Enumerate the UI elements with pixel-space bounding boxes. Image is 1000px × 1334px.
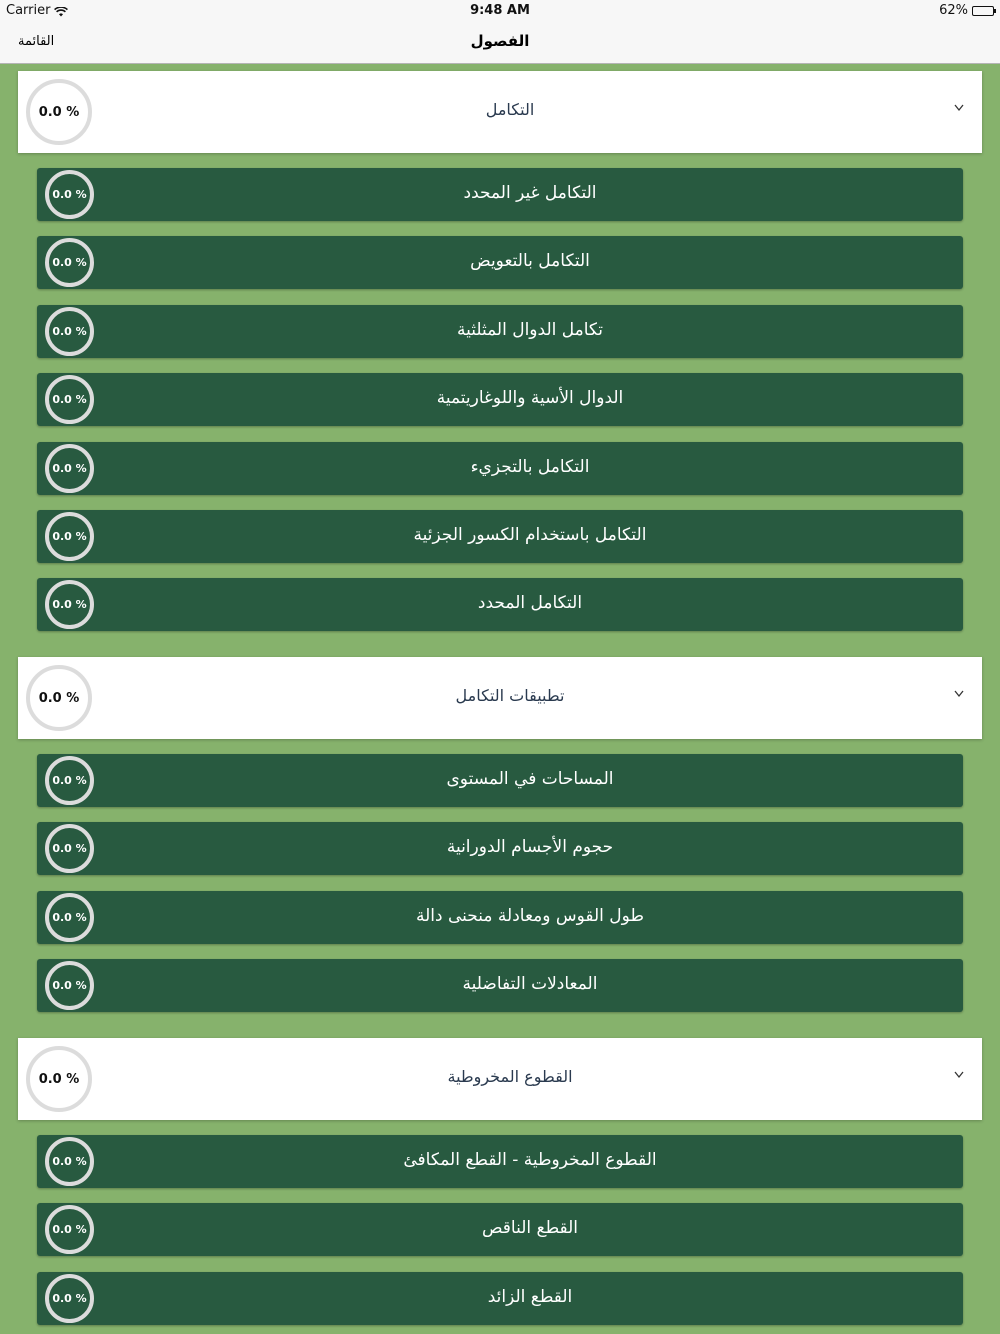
lesson-item[interactable] (37, 1272, 963, 1325)
battery-icon (972, 6, 994, 16)
lesson-title: حجوم الأجسام الدورانية (446, 837, 614, 858)
lesson-item[interactable] (37, 959, 963, 1012)
lesson-title: التكامل بالتجزيء (470, 456, 590, 477)
status-time: 9:48 AM (470, 3, 530, 18)
lesson-item[interactable] (37, 1135, 963, 1188)
lesson-item[interactable] (37, 305, 963, 358)
lesson-item[interactable] (37, 578, 963, 631)
lesson-progress-ring: 0.0 % (45, 961, 94, 1010)
lesson-progress-ring: 0.0 % (45, 444, 94, 493)
section-header[interactable] (18, 1038, 982, 1120)
lesson-title: المساحات في المستوى (446, 769, 614, 789)
lesson-progress-ring: 0.0 % (45, 893, 94, 942)
lesson-progress-ring: 0.0 % (45, 375, 94, 424)
page-title: الفصول (470, 32, 530, 50)
lesson-item[interactable] (37, 236, 963, 289)
section-title: تطبيقات التكامل (455, 686, 565, 705)
section-progress-ring: 0.0 % (26, 665, 92, 731)
lesson-item[interactable] (37, 754, 963, 807)
lesson-progress-ring: 0.0 % (45, 1205, 94, 1254)
lesson-item[interactable] (37, 510, 963, 563)
lesson-progress-ring: 0.0 % (45, 238, 94, 287)
lesson-title: القطع الناقص (481, 1218, 579, 1239)
navigation-bar (0, 22, 1000, 64)
battery-percent: 62% (939, 3, 968, 18)
lesson-title: القطوع المخروطية - القطع المكافئ (403, 1150, 657, 1170)
lesson-item[interactable] (37, 1203, 963, 1256)
lesson-progress-ring: 0.0 % (45, 170, 94, 219)
chevron-down-icon[interactable] (952, 99, 966, 113)
lesson-progress-ring: 0.0 % (45, 756, 94, 805)
lesson-item[interactable] (37, 822, 963, 875)
carrier-label: Carrier (6, 3, 51, 18)
lesson-title: المعادلات التفاضلية (462, 974, 598, 995)
section-title: التكامل (485, 100, 535, 119)
section-header[interactable] (18, 71, 982, 153)
menu-button[interactable]: القائمة (18, 34, 55, 49)
section-title: القطوع المخروطية (447, 1067, 573, 1086)
lesson-progress-ring: 0.0 % (45, 512, 94, 561)
section-progress-ring: 0.0 % (26, 79, 92, 145)
chevron-down-icon[interactable] (952, 1066, 966, 1080)
lesson-title: طول القوس ومعادلة منحنى دالة (416, 905, 644, 926)
lesson-title: التكامل بالتعويض (470, 251, 590, 272)
lesson-item[interactable] (37, 168, 963, 221)
lesson-title: الدوال الأسية واللوغاريتمية (436, 388, 624, 409)
lesson-progress-ring: 0.0 % (45, 1137, 94, 1186)
lesson-title: التكامل غير المحدد (463, 183, 597, 203)
lesson-progress-ring: 0.0 % (45, 1274, 94, 1323)
lesson-progress-ring: 0.0 % (45, 824, 94, 873)
lesson-progress-ring: 0.0 % (45, 307, 94, 356)
lesson-item[interactable] (37, 442, 963, 495)
lesson-item[interactable] (37, 891, 963, 944)
status-right (939, 3, 994, 18)
lesson-progress-ring: 0.0 % (45, 580, 94, 629)
section-header[interactable] (18, 657, 982, 739)
section-progress-ring: 0.0 % (26, 1046, 92, 1112)
lesson-title: التكامل المحدد (477, 593, 583, 614)
lesson-title: التكامل باستخدام الكسور الجزئية (413, 525, 647, 545)
chevron-down-icon[interactable] (952, 685, 966, 699)
lesson-item[interactable] (37, 373, 963, 426)
status-bar (0, 0, 1000, 22)
lesson-title: القطع الزائد (487, 1286, 573, 1307)
lesson-title: تكامل الدوال المثلثية (456, 319, 604, 340)
